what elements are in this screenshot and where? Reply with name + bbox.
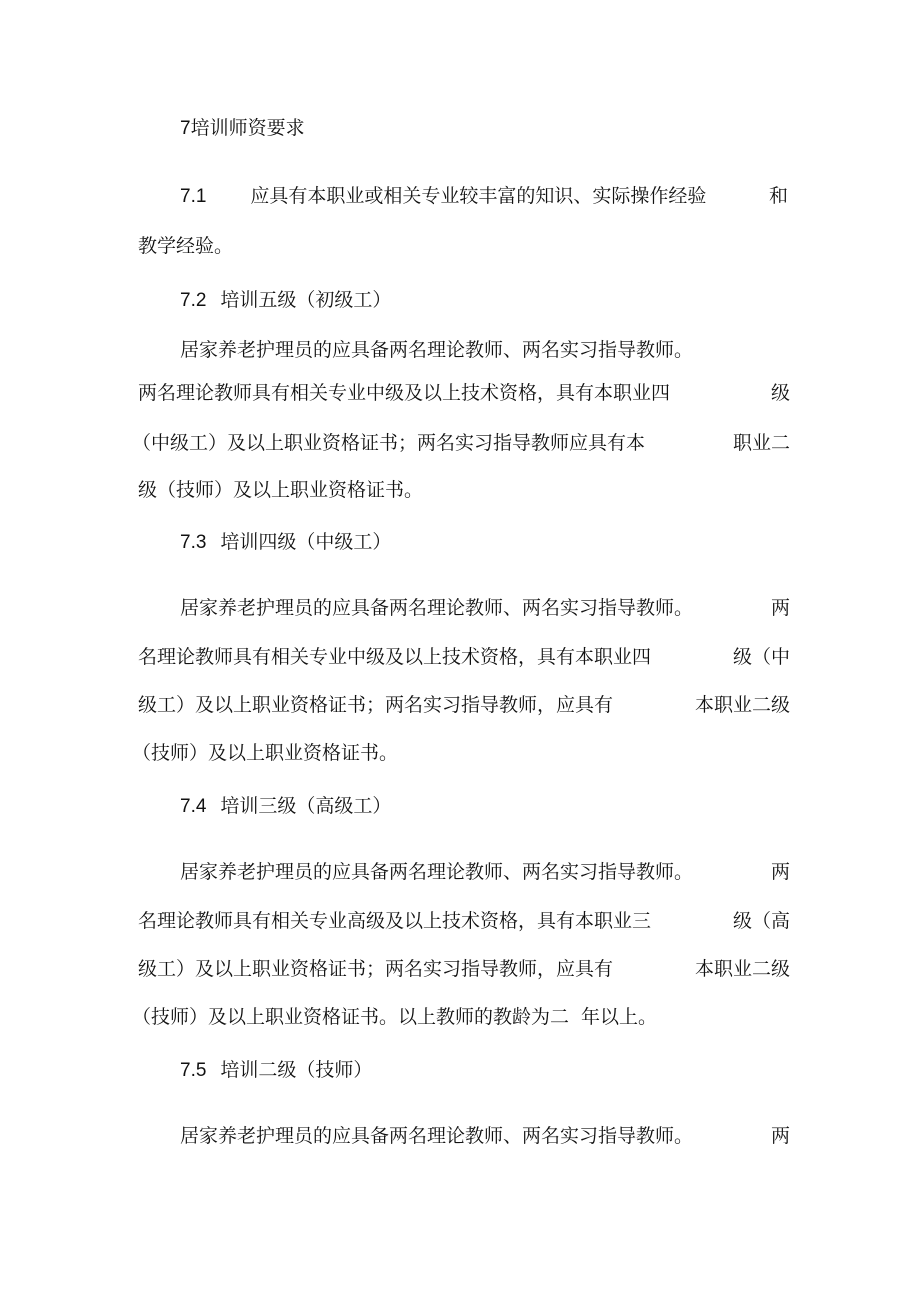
clause-7-3-line-2: 名理论教师具有相关专业中级及以上技术资格，具有本职业四 级（中	[138, 646, 790, 668]
clause-7-5-heading	[180, 1058, 372, 1083]
section-title	[180, 116, 305, 141]
clause-7-2-line-4: 级（技师）及以上职业资格证书。	[138, 479, 424, 501]
clause-7-3-number: 7.3	[180, 532, 207, 553]
clause-7-2-line-3: （中级工）及以上职业资格证书；两名实习指导教师应具有本 职业二	[132, 432, 790, 454]
clause-7-4-heading-text: 培训三级（高级工）	[220, 795, 392, 817]
clause-7-3-line-4: （技师）及以上职业资格证书。	[132, 742, 399, 764]
clause-7-1-text-1: 应具有本职业或相关专业较丰富的知识、实际操作经验	[250, 185, 707, 207]
clause-7-1-line-1	[180, 184, 788, 209]
clause-7-4-number: 7.4	[180, 796, 207, 817]
clause-7-4-line-2: 名理论教师具有相关专业高级及以上技术资格，具有本职业三 级（高	[138, 910, 790, 932]
clause-7-5-line-1: 居家养老护理员的应具备两名理论教师、两名实习指导教师。 两	[180, 1125, 790, 1147]
section-title-number: 7	[180, 118, 191, 139]
clause-7-3-line-3: 级工）及以上职业资格证书；两名实习指导教师，应具有 本职业二级	[138, 694, 790, 716]
clause-7-2-line-2: 两名理论教师具有相关专业中级及以上技术资格，具有本职业四 级	[138, 382, 790, 404]
section-title-text: 培训师资要求	[190, 117, 305, 139]
clause-7-3-heading-text: 培训四级（中级工）	[220, 531, 392, 553]
clause-7-4-line-1: 居家养老护理员的应具备两名理论教师、两名实习指导教师。 两	[180, 861, 790, 883]
clause-7-2-number: 7.2	[180, 290, 207, 311]
clause-7-2-line-1: 居家养老护理员的应具备两名理论教师、两名实习指导教师。	[180, 339, 694, 361]
clause-7-2-heading	[180, 288, 391, 313]
clause-7-1-line-2: 教学经验。	[138, 235, 234, 257]
clause-7-5-heading-text: 培训二级（技师）	[220, 1059, 373, 1081]
clause-7-3-line-1: 居家养老护理员的应具备两名理论教师、两名实习指导教师。 两	[180, 597, 790, 619]
clause-7-4-line-4: （技师）及以上职业资格证书。以上教师的教龄为二 年以上。	[132, 1006, 658, 1028]
clause-7-3-heading	[180, 530, 391, 555]
clause-7-4-line-3: 级工）及以上职业资格证书；两名实习指导教师，应具有 本职业二级	[138, 958, 790, 980]
clause-7-1-text-1-tail: 和	[768, 185, 788, 207]
clause-7-2-heading-text: 培训五级（初级工）	[220, 289, 392, 311]
clause-7-4-heading	[180, 794, 391, 819]
clause-7-1-number: 7.1	[180, 186, 207, 207]
clause-7-5-number: 7.5	[180, 1060, 207, 1081]
